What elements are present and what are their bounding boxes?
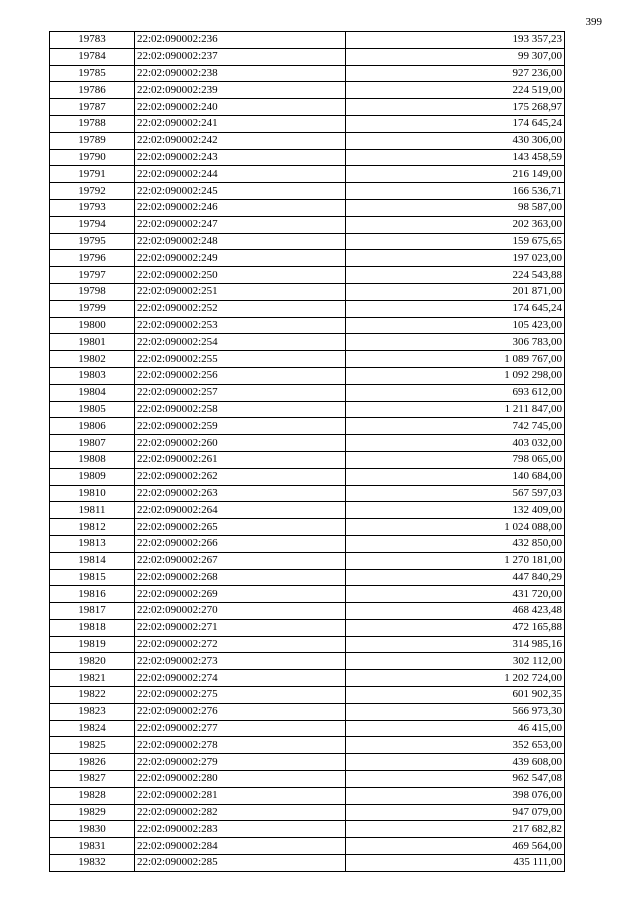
cadastral-number-cell: 22:02:090002:270 xyxy=(135,603,346,620)
cadastral-value-cell: 469 564,00 xyxy=(346,838,565,855)
cadastral-number-cell: 22:02:090002:269 xyxy=(135,586,346,603)
cadastral-number-cell: 22:02:090002:285 xyxy=(135,855,346,872)
cadastral-number-cell: 22:02:090002:283 xyxy=(135,821,346,838)
cadastral-number-cell: 22:02:090002:236 xyxy=(135,32,346,49)
table-row xyxy=(50,367,565,384)
cadastral-value-cell: 468 423,48 xyxy=(346,603,565,620)
cadastral-value-cell: 193 357,23 xyxy=(346,32,565,49)
row-number-cell: 19814 xyxy=(50,552,135,569)
table-body xyxy=(50,32,565,872)
cadastral-value-cell: 435 111,00 xyxy=(346,855,565,872)
row-number-cell: 19809 xyxy=(50,468,135,485)
table-row xyxy=(50,855,565,872)
row-number-cell: 19784 xyxy=(50,48,135,65)
cadastral-number-cell: 22:02:090002:268 xyxy=(135,569,346,586)
table-row xyxy=(50,216,565,233)
cadastral-number-cell: 22:02:090002:250 xyxy=(135,267,346,284)
row-number-cell: 19832 xyxy=(50,855,135,872)
cadastral-value-cell: 1 211 847,00 xyxy=(346,401,565,418)
table-row xyxy=(50,586,565,603)
table-row xyxy=(50,619,565,636)
table-row xyxy=(50,435,565,452)
row-number-cell: 19788 xyxy=(50,115,135,132)
cadastral-value-cell: 314 985,16 xyxy=(346,636,565,653)
cadastral-value-cell: 352 653,00 xyxy=(346,737,565,754)
cadastral-value-cell: 105 423,00 xyxy=(346,317,565,334)
cadastral-number-cell: 22:02:090002:255 xyxy=(135,351,346,368)
table-row xyxy=(50,183,565,200)
cadastral-value-cell: 398 076,00 xyxy=(346,787,565,804)
cadastral-number-cell: 22:02:090002:263 xyxy=(135,485,346,502)
cadastral-value-cell: 224 543,88 xyxy=(346,267,565,284)
table-row xyxy=(50,48,565,65)
cadastral-number-cell: 22:02:090002:282 xyxy=(135,804,346,821)
table-row xyxy=(50,771,565,788)
row-number-cell: 19818 xyxy=(50,619,135,636)
table-row xyxy=(50,401,565,418)
table-row xyxy=(50,233,565,250)
cadastral-number-cell: 22:02:090002:279 xyxy=(135,754,346,771)
row-number-cell: 19805 xyxy=(50,401,135,418)
cadastral-value-cell: 216 149,00 xyxy=(346,166,565,183)
table-row xyxy=(50,32,565,49)
cadastral-value-cell: 962 547,08 xyxy=(346,771,565,788)
cadastral-value-cell: 1 270 181,00 xyxy=(346,552,565,569)
cadastral-number-cell: 22:02:090002:240 xyxy=(135,99,346,116)
table-row xyxy=(50,65,565,82)
row-number-cell: 19786 xyxy=(50,82,135,99)
cadastral-value-cell: 431 720,00 xyxy=(346,586,565,603)
cadastral-number-cell: 22:02:090002:271 xyxy=(135,619,346,636)
row-number-cell: 19803 xyxy=(50,367,135,384)
cadastral-number-cell: 22:02:090002:276 xyxy=(135,703,346,720)
row-number-cell: 19813 xyxy=(50,535,135,552)
table-row xyxy=(50,821,565,838)
row-number-cell: 19811 xyxy=(50,502,135,519)
row-number-cell: 19819 xyxy=(50,636,135,653)
cadastral-number-cell: 22:02:090002:238 xyxy=(135,65,346,82)
row-number-cell: 19790 xyxy=(50,149,135,166)
cadastral-value-cell: 693 612,00 xyxy=(346,384,565,401)
table-row xyxy=(50,485,565,502)
cadastral-value-cell: 132 409,00 xyxy=(346,502,565,519)
table-row xyxy=(50,334,565,351)
cadastral-value-cell: 742 745,00 xyxy=(346,418,565,435)
table-row xyxy=(50,535,565,552)
cadastral-value-cell: 174 645,24 xyxy=(346,115,565,132)
row-number-cell: 19830 xyxy=(50,821,135,838)
cadastral-value-cell: 601 902,35 xyxy=(346,687,565,704)
table-row xyxy=(50,267,565,284)
row-number-cell: 19785 xyxy=(50,65,135,82)
page-number: 399 xyxy=(585,16,602,28)
table-row xyxy=(50,199,565,216)
cadastral-number-cell: 22:02:090002:237 xyxy=(135,48,346,65)
row-number-cell: 19799 xyxy=(50,300,135,317)
row-number-cell: 19810 xyxy=(50,485,135,502)
row-number-cell: 19804 xyxy=(50,384,135,401)
row-number-cell: 19792 xyxy=(50,183,135,200)
table-row xyxy=(50,250,565,267)
cadastral-number-cell: 22:02:090002:281 xyxy=(135,787,346,804)
table-row xyxy=(50,720,565,737)
table-row xyxy=(50,502,565,519)
row-number-cell: 19829 xyxy=(50,804,135,821)
cadastral-number-cell: 22:02:090002:259 xyxy=(135,418,346,435)
row-number-cell: 19791 xyxy=(50,166,135,183)
cadastral-value-cell: 432 850,00 xyxy=(346,535,565,552)
table-row xyxy=(50,283,565,300)
cadastral-number-cell: 22:02:090002:264 xyxy=(135,502,346,519)
cadastral-number-cell: 22:02:090002:252 xyxy=(135,300,346,317)
cadastral-number-cell: 22:02:090002:249 xyxy=(135,250,346,267)
table-row xyxy=(50,687,565,704)
cadastral-number-cell: 22:02:090002:256 xyxy=(135,367,346,384)
cadastral-value-cell: 1 092 298,00 xyxy=(346,367,565,384)
cadastral-value-cell: 224 519,00 xyxy=(346,82,565,99)
cadastral-number-cell: 22:02:090002:280 xyxy=(135,771,346,788)
table-row xyxy=(50,703,565,720)
table-row xyxy=(50,519,565,536)
table-row xyxy=(50,115,565,132)
cadastral-number-cell: 22:02:090002:275 xyxy=(135,687,346,704)
table-row xyxy=(50,468,565,485)
row-number-cell: 19824 xyxy=(50,720,135,737)
cadastral-number-cell: 22:02:090002:239 xyxy=(135,82,346,99)
table-row xyxy=(50,552,565,569)
table-row xyxy=(50,670,565,687)
row-number-cell: 19794 xyxy=(50,216,135,233)
row-number-cell: 19812 xyxy=(50,519,135,536)
row-number-cell: 19823 xyxy=(50,703,135,720)
cadastral-value-cell: 46 415,00 xyxy=(346,720,565,737)
cadastral-value-table xyxy=(49,31,565,872)
cadastral-value-cell: 567 597,03 xyxy=(346,485,565,502)
table-row xyxy=(50,754,565,771)
row-number-cell: 19822 xyxy=(50,687,135,704)
row-number-cell: 19815 xyxy=(50,569,135,586)
table-row xyxy=(50,603,565,620)
row-number-cell: 19787 xyxy=(50,99,135,116)
row-number-cell: 19797 xyxy=(50,267,135,284)
row-number-cell: 19827 xyxy=(50,771,135,788)
row-number-cell: 19820 xyxy=(50,653,135,670)
cadastral-value-cell: 306 783,00 xyxy=(346,334,565,351)
cadastral-number-cell: 22:02:090002:277 xyxy=(135,720,346,737)
row-number-cell: 19802 xyxy=(50,351,135,368)
cadastral-value-cell: 566 973,30 xyxy=(346,703,565,720)
table-row xyxy=(50,653,565,670)
table-row xyxy=(50,82,565,99)
table-row xyxy=(50,636,565,653)
row-number-cell: 19789 xyxy=(50,132,135,149)
table-row xyxy=(50,804,565,821)
cadastral-value-cell: 302 112,00 xyxy=(346,653,565,670)
table-row xyxy=(50,132,565,149)
row-number-cell: 19783 xyxy=(50,32,135,49)
cadastral-value-cell: 430 306,00 xyxy=(346,132,565,149)
table-row xyxy=(50,838,565,855)
row-number-cell: 19798 xyxy=(50,283,135,300)
cadastral-value-cell: 447 840,29 xyxy=(346,569,565,586)
cadastral-number-cell: 22:02:090002:284 xyxy=(135,838,346,855)
cadastral-number-cell: 22:02:090002:248 xyxy=(135,233,346,250)
row-number-cell: 19795 xyxy=(50,233,135,250)
cadastral-value-cell: 143 458,59 xyxy=(346,149,565,166)
cadastral-number-cell: 22:02:090002:251 xyxy=(135,283,346,300)
cadastral-number-cell: 22:02:090002:274 xyxy=(135,670,346,687)
table-row xyxy=(50,351,565,368)
cadastral-value-cell: 1 024 088,00 xyxy=(346,519,565,536)
cadastral-number-cell: 22:02:090002:260 xyxy=(135,435,346,452)
cadastral-value-cell: 1 202 724,00 xyxy=(346,670,565,687)
cadastral-value-cell: 201 871,00 xyxy=(346,283,565,300)
table-row xyxy=(50,418,565,435)
cadastral-number-cell: 22:02:090002:266 xyxy=(135,535,346,552)
cadastral-number-cell: 22:02:090002:261 xyxy=(135,451,346,468)
cadastral-value-cell: 99 307,00 xyxy=(346,48,565,65)
cadastral-value-cell: 403 032,00 xyxy=(346,435,565,452)
cadastral-number-cell: 22:02:090002:241 xyxy=(135,115,346,132)
table-row xyxy=(50,149,565,166)
table-row xyxy=(50,300,565,317)
table-row xyxy=(50,99,565,116)
cadastral-value-cell: 947 079,00 xyxy=(346,804,565,821)
cadastral-value-cell: 174 645,24 xyxy=(346,300,565,317)
cadastral-number-cell: 22:02:090002:254 xyxy=(135,334,346,351)
cadastral-value-cell: 98 587,00 xyxy=(346,199,565,216)
cadastral-value-cell: 439 608,00 xyxy=(346,754,565,771)
table-row xyxy=(50,317,565,334)
cadastral-value-cell: 175 268,97 xyxy=(346,99,565,116)
row-number-cell: 19806 xyxy=(50,418,135,435)
row-number-cell: 19793 xyxy=(50,199,135,216)
cadastral-number-cell: 22:02:090002:253 xyxy=(135,317,346,334)
row-number-cell: 19807 xyxy=(50,435,135,452)
cadastral-number-cell: 22:02:090002:247 xyxy=(135,216,346,233)
row-number-cell: 19826 xyxy=(50,754,135,771)
row-number-cell: 19800 xyxy=(50,317,135,334)
cadastral-value-cell: 197 023,00 xyxy=(346,250,565,267)
table-row xyxy=(50,451,565,468)
cadastral-value-cell: 217 682,82 xyxy=(346,821,565,838)
cadastral-number-cell: 22:02:090002:244 xyxy=(135,166,346,183)
cadastral-value-cell: 927 236,00 xyxy=(346,65,565,82)
table-row xyxy=(50,737,565,754)
cadastral-value-cell: 202 363,00 xyxy=(346,216,565,233)
table-row xyxy=(50,166,565,183)
cadastral-value-cell: 1 089 767,00 xyxy=(346,351,565,368)
row-number-cell: 19828 xyxy=(50,787,135,804)
cadastral-value-cell: 140 684,00 xyxy=(346,468,565,485)
cadastral-value-cell: 166 536,71 xyxy=(346,183,565,200)
row-number-cell: 19821 xyxy=(50,670,135,687)
cadastral-value-cell: 472 165,88 xyxy=(346,619,565,636)
row-number-cell: 19831 xyxy=(50,838,135,855)
table-row xyxy=(50,787,565,804)
cadastral-number-cell: 22:02:090002:257 xyxy=(135,384,346,401)
cadastral-number-cell: 22:02:090002:262 xyxy=(135,468,346,485)
cadastral-number-cell: 22:02:090002:258 xyxy=(135,401,346,418)
row-number-cell: 19801 xyxy=(50,334,135,351)
cadastral-number-cell: 22:02:090002:265 xyxy=(135,519,346,536)
cadastral-number-cell: 22:02:090002:246 xyxy=(135,199,346,216)
cadastral-value-cell: 159 675,65 xyxy=(346,233,565,250)
cadastral-number-cell: 22:02:090002:278 xyxy=(135,737,346,754)
table-row xyxy=(50,384,565,401)
cadastral-number-cell: 22:02:090002:243 xyxy=(135,149,346,166)
row-number-cell: 19816 xyxy=(50,586,135,603)
row-number-cell: 19825 xyxy=(50,737,135,754)
row-number-cell: 19796 xyxy=(50,250,135,267)
table-row xyxy=(50,569,565,586)
cadastral-number-cell: 22:02:090002:267 xyxy=(135,552,346,569)
cadastral-number-cell: 22:02:090002:245 xyxy=(135,183,346,200)
cadastral-value-cell: 798 065,00 xyxy=(346,451,565,468)
row-number-cell: 19817 xyxy=(50,603,135,620)
cadastral-number-cell: 22:02:090002:242 xyxy=(135,132,346,149)
row-number-cell: 19808 xyxy=(50,451,135,468)
cadastral-number-cell: 22:02:090002:273 xyxy=(135,653,346,670)
cadastral-number-cell: 22:02:090002:272 xyxy=(135,636,346,653)
